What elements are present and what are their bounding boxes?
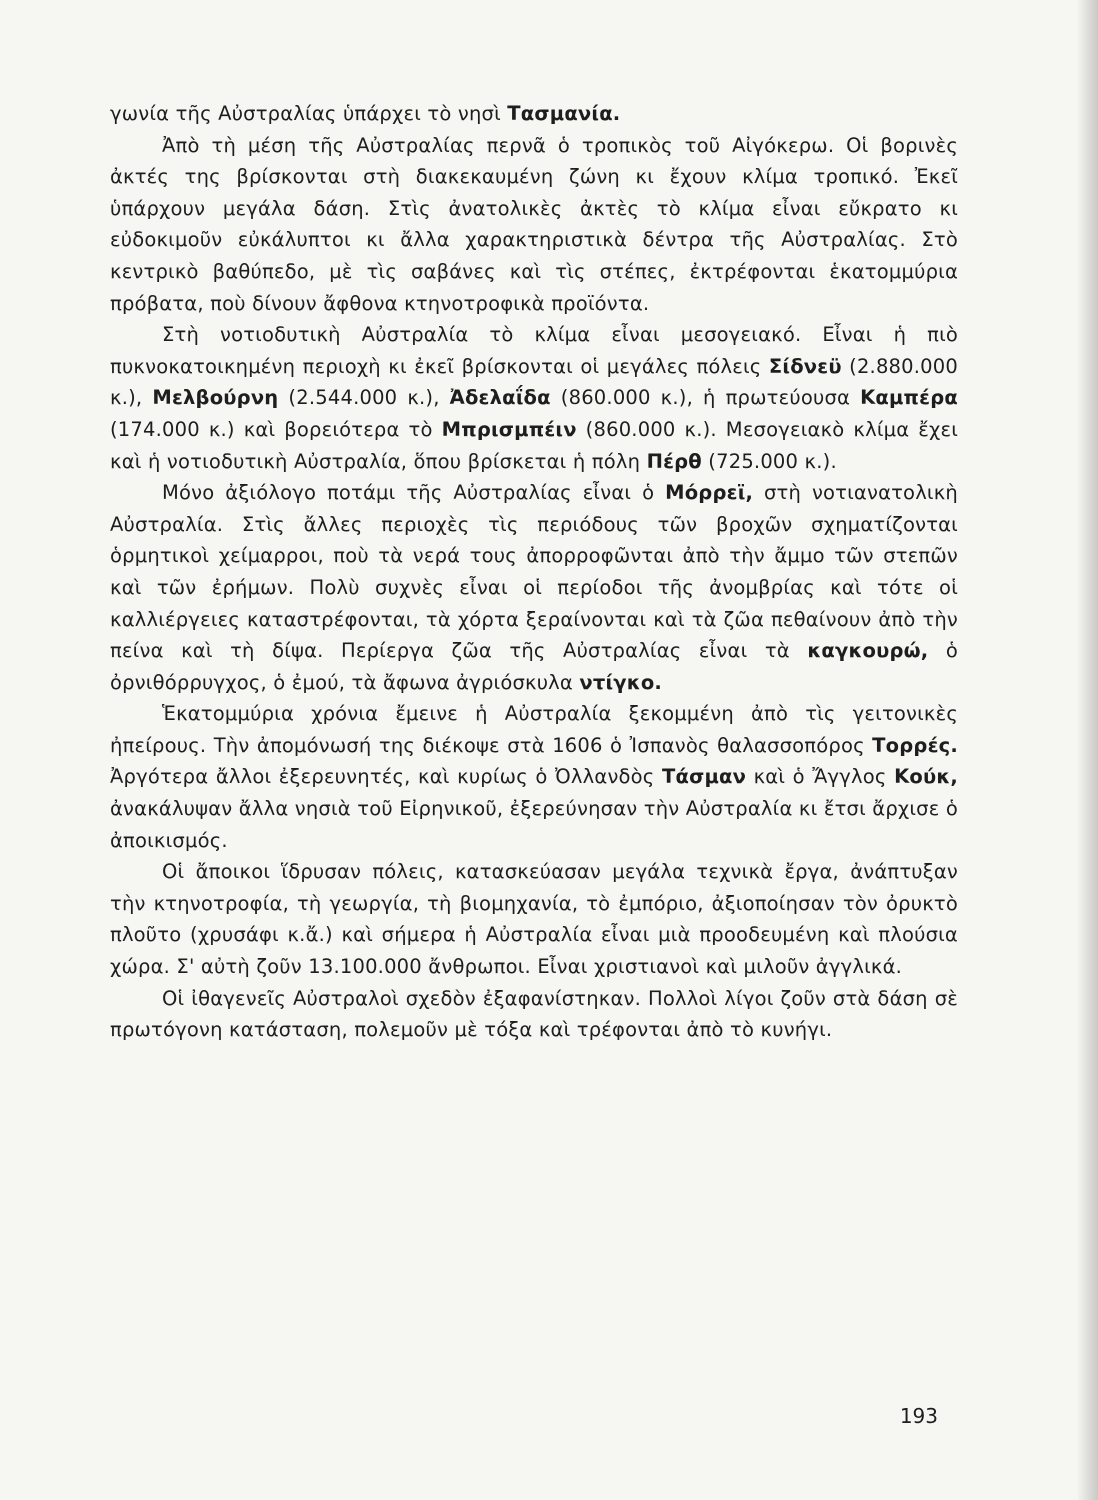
text-run: Μόνο ἀξιόλογο ποτάμι τῆς Αὐστραλίας εἶναι ὁ <box>162 481 666 505</box>
bold-term: Ἀδελαΐδα <box>449 386 551 410</box>
text-run: (860.000 κ.). Μεσογειακὸ κλίμα ἔχει καὶ ἡ νοτιοδυτικὴ Αὐστραλία, ὅπου βρίσκεται ἡ πόλη <box>110 417 958 473</box>
text-run: ὁ ὀρνιθόρρυγχος, ὁ ἐμού, τὰ ἄφωνα ἀγριόσκυλα <box>110 639 959 694</box>
text-run: Στὴ νοτιοδυτικὴ Αὐστραλία τὸ κλίμα εἶναι μεσογειακό. Εἶναι ἡ πιὸ πυκνοκατοικημένη περιοχὴ κι ἐκεῖ βρίσκονται οἱ μεγάλες πόλεις <box>110 323 958 378</box>
text-run: Ἀπὸ τὴ μέση τῆς Αὐστραλίας περνᾶ ὁ τροπικὸς τοῦ Αἰγόκερω. Οἱ βορινὲς ἀκτές της βρίσκονται στὴ διακεκαυμένη ζώνη κι ἔχουν κλίμα τροπικό. Ἐκεῖ ὑπάρχουν μεγάλα δάση. Στὶς ἀνατολικὲς ἀκτὲς τὸ κλίμα εἶναι εὔκρατο κι εὐδοκιμοῦν εὐκάλυπτοι κι ἄλλα χαρακτηριστικὰ δέντρα τῆς Αὐστραλίας. Στὸ κεντρικὸ βαθύπεδο, μὲ τὶς σαβάνες καὶ τὶς στέπες, ἐκτρέφονται ἑκατομμύρια πρόβατα, ποὺ δίνουν ἄφθονα κτηνοτροφικὰ προϊόντα. <box>110 133 958 315</box>
bold-term: Τασμανία. <box>507 102 621 125</box>
text-run: στὴ νοτιανατολικὴ Αὐστραλία. Στὶς ἄλλες περιοχὲς τὶς περιόδους τῶν βροχῶν σχηματίζονται ὁρμητικοὶ χείμαρροι, ποὺ τὰ νερά τους ἀπορροφῶνται ἀπὸ τὴν ἄμμο τῶν στεπῶν καὶ τῶν ἐρήμων. Πολὺ συχνὲς εἶναι οἱ περίοδοι τῆς ἀνομβρίας καὶ τότε οἱ καλλιέργειες καταστρέφονται, τὰ χόρτα ξεραίνονται καὶ τὰ ζῶα πεθαίνουν ἀπὸ τὴν πείνα καὶ τὴ δίψα. Περίεργα ζῶα τῆς Αὐστραλίας εἶναι τὰ <box>110 481 958 663</box>
bold-term: Μελβούρνη <box>152 386 279 410</box>
text-run: (174.000 κ.) καὶ βορειότερα τὸ <box>110 417 442 441</box>
paragraph <box>110 856 958 982</box>
bold-term: καγκουρώ, <box>807 639 929 663</box>
bold-term: Καμπέρα <box>860 386 958 410</box>
bold-term: Τορρές. <box>872 733 958 757</box>
paragraph <box>110 477 958 698</box>
text-run: Ἑκατομμύρια χρόνια ἔμεινε ἡ Αὐστραλία ξεκομμένη ἀπὸ τὶς γειτονικὲς ἠπείρους. Τὴν ἀπομόνωσή της διέκοψε στὰ 1606 ὁ Ἰσπανὸς θαλασσοπόρος <box>110 702 958 757</box>
bold-term: Πέρθ <box>646 449 702 473</box>
bold-term: Σίδνεϋ <box>768 354 842 378</box>
page-number: 193 <box>899 1404 938 1428</box>
text-run: Οἱ ἄποικοι ἵδρυσαν πόλεις, κατασκεύασαν μεγάλα τεχνικὰ ἔργα, ἀνάπτυξαν τὴν κτηνοτροφία, τὴ γεωργία, τὴ βιομηχανία, τὸ ἐμπόριο, ἀξιοποίησαν τὸν ὀρυκτὸ πλοῦτο (χρυσάφι κ.ἄ.) καὶ σήμερα ἡ Αὐστραλία εἶναι μιὰ προοδευμένη καὶ πλούσια χώρα. Σ' αὐτὴ ζοῦν 13.100.000 ἄνθρωποι. Εἶναι χριστιανοὶ καὶ μιλοῦν ἀγγλικά. <box>110 860 958 979</box>
bold-term: ντίγκο. <box>579 670 663 694</box>
paragraph <box>110 130 958 320</box>
paragraph <box>110 698 958 856</box>
bold-term: Μπρισμπέιν <box>441 417 577 441</box>
text-run: (2.544.000 κ.), <box>278 386 450 410</box>
text-run: Ἀργότερα ἄλλοι ἐξερευνητές, καὶ κυρίως ὁ Ὀλλανδὸς <box>110 765 662 789</box>
bold-term: Τάσμαν <box>661 765 747 789</box>
paragraph <box>110 98 958 130</box>
text-run: (860.000 κ.), ἡ πρωτεύουσα <box>550 386 861 410</box>
text-run: (725.000 κ.). <box>701 449 837 473</box>
text-run: καὶ ὁ Ἄγγλος <box>746 765 895 789</box>
text-run: ἀνακάλυψαν ἄλλα νησιὰ τοῦ Εἰρηνικοῦ, ἐξερεύνησαν τὴν Αὐστραλία κι ἔτσι ἄρχισε ὁ ἀποικισμός. <box>110 797 958 852</box>
paragraph <box>110 983 958 1046</box>
paragraph <box>110 319 958 477</box>
body-text <box>110 98 958 1046</box>
text-run: (2.880.000 κ.), <box>110 354 958 410</box>
text-run: Οἱ ἰθαγενεῖς Αὐστραλοὶ σχεδὸν ἐξαφανίστηκαν. Πολλοὶ λίγοι ζοῦν στὰ δάση σὲ πρωτόγονη κατάσταση, πολεμοῦν μὲ τόξα καὶ τρέφονται ἀπὸ τὸ κυνήγι. <box>110 986 958 1042</box>
bold-term: Μόρρεϊ, <box>665 481 754 505</box>
bold-term: Κούκ, <box>894 765 958 789</box>
text-run: γωνία τῆς Αὐστραλίας ὑπάρχει τὸ νησὶ <box>110 102 508 125</box>
